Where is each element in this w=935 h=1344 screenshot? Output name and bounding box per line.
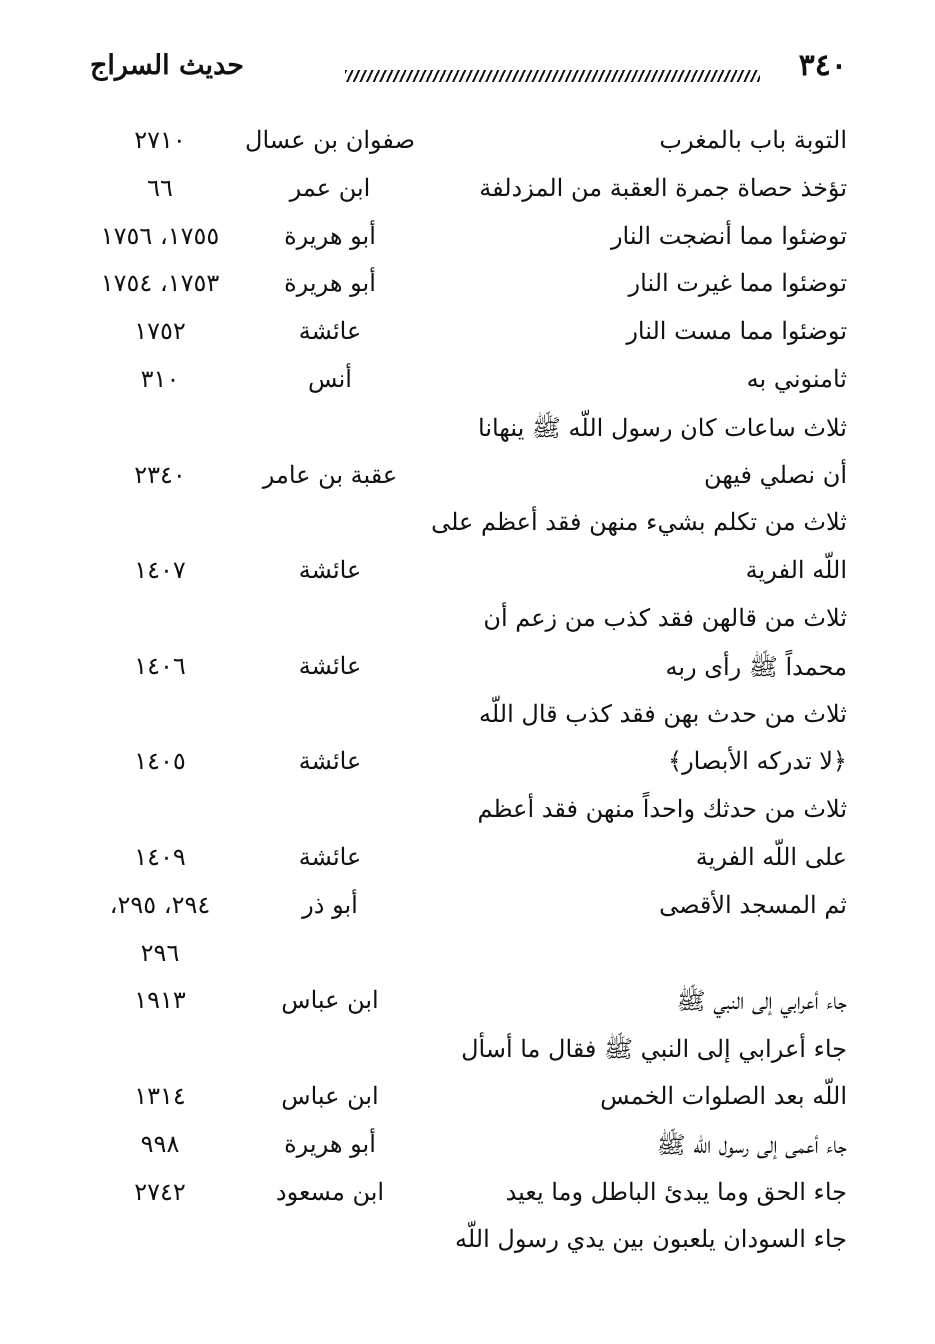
hadith-text: اللّه الفرية [745, 556, 847, 585]
index-row [0, 739, 935, 787]
index-row [0, 500, 935, 548]
reference-number: ١٧٥٣، ١٧٥٤ [100, 269, 220, 298]
hadith-text: ثلاث ساعات كان رسول اللّه ﷺ ينهانا [478, 413, 847, 442]
reference-number: ٢٧٤٢ [134, 1177, 186, 1206]
reference-number: ٣١٠ [140, 364, 180, 393]
reference-number: ٢٣٤٠ [134, 460, 186, 489]
reference-number: ١٧٥٥، ١٧٥٦ [100, 221, 220, 250]
index-row [0, 1170, 935, 1218]
hadith-text: على اللّه الفرية [695, 842, 847, 871]
page-header [0, 48, 935, 98]
reference-number: ٦٦ [147, 173, 173, 202]
reference-number: ١٤٠٥ [134, 747, 186, 776]
reference-number: ١٧٥٢ [134, 317, 186, 346]
reference-number: ١٤٠٦ [134, 651, 186, 680]
narrator-name: ابن عباس [281, 1081, 379, 1110]
index-row [0, 596, 935, 644]
narrator-name: عائشة [298, 651, 362, 680]
index-row [0, 978, 935, 1026]
narrator-name: ابن عباس [281, 986, 379, 1015]
reference-number: ٢٩٤، ٢٩٥، [109, 890, 211, 919]
narrator-name: عائشة [298, 317, 362, 346]
reference-number: ١٣١٤ [134, 1081, 186, 1110]
reference-number: ١٤٠٧ [134, 556, 186, 585]
hadith-text: محمداً ﷺ رأى ربه [665, 652, 847, 681]
reference-number: ٩٩٨ [140, 1129, 180, 1158]
hadith-text: جاء أعرابي إلى النبي ﷺ [676, 987, 847, 1016]
hadith-text: جاء الحق وما يبدئ الباطل وما يعيد [505, 1177, 847, 1206]
hadith-text: أن نصلي فيهن [703, 460, 847, 489]
hadith-text: اللّه بعد الصلوات الخمس [600, 1081, 847, 1110]
narrator-name: أبو هريرة [284, 221, 376, 250]
index-row [0, 931, 935, 979]
index-row [0, 166, 935, 214]
hadith-text: جاء السودان يلعبون بين يدي رسول اللّه [454, 1225, 847, 1254]
hadith-text: ثلاث من تكلم بشيء منهن فقد أعظم على [431, 508, 847, 537]
narrator-name: عائشة [298, 556, 362, 585]
hadith-text: جاء أعمى إلى رسول اللّه ﷺ [656, 1130, 847, 1159]
hadith-text: ثلاث من قالهن فقد كذب من زعم أن [483, 603, 847, 632]
narrator-name: صفوان بن عسال [245, 126, 415, 154]
index-row [0, 405, 935, 453]
hadith-text: جاء أعرابي إلى النبي ﷺ فقال ما أسأل [461, 1035, 847, 1064]
narrator-name: أبو هريرة [284, 1129, 376, 1158]
page-number: ٣٤٠ [798, 48, 847, 83]
narrator-name: أبو هريرة [284, 269, 376, 298]
index-row [0, 357, 935, 405]
hadith-index-list [0, 118, 935, 1265]
narrator-name: عائشة [298, 747, 362, 776]
narrator-name: أبو ذر [302, 890, 358, 919]
hadith-text: ثامنوني به [746, 364, 847, 393]
index-row [0, 1074, 935, 1122]
reference-number: ٢٩٦ [140, 938, 180, 967]
index-row [0, 787, 935, 835]
index-row [0, 453, 935, 501]
hadith-text: ﴿لا تدركه الأبصار﴾ [668, 747, 847, 776]
narrator-name: أنس [308, 364, 352, 393]
hadith-text: التوبة باب بالمغرب [659, 126, 847, 154]
index-row [0, 644, 935, 692]
narrator-name: ابن عمر [289, 173, 371, 202]
index-row [0, 1026, 935, 1074]
index-row [0, 548, 935, 596]
reference-number: ٢٧١٠ [134, 126, 186, 154]
index-row [0, 1217, 935, 1265]
book-title: حديث السراج [90, 50, 244, 81]
narrator-name: عقبة بن عامر [262, 460, 398, 489]
index-row [0, 309, 935, 357]
reference-number: ١٤٠٩ [134, 842, 186, 871]
hadith-text: ثلاث من حدث بهن فقد كذب قال اللّه [478, 699, 847, 728]
hadith-text: توضئوا مما مست النار [626, 317, 847, 346]
index-row [0, 692, 935, 740]
narrator-name: ابن مسعود [275, 1177, 385, 1206]
index-row [0, 118, 935, 166]
hadith-text: ثم المسجد الأقصى [659, 890, 847, 919]
narrator-name: عائشة [298, 842, 362, 871]
index-row [0, 835, 935, 883]
index-row [0, 214, 935, 262]
hadith-text: ثلاث من حدثك واحداً منهن فقد أعظم [477, 795, 847, 824]
index-row [0, 261, 935, 309]
index-row [0, 1122, 935, 1170]
index-row [0, 883, 935, 931]
hadith-text: توضئوا مما غيرت النار [628, 269, 847, 298]
reference-number: ١٩١٣ [134, 986, 186, 1015]
header-rule [345, 70, 760, 82]
hadith-text: تؤخذ حصاة جمرة العقبة من المزدلفة [479, 173, 847, 202]
hadith-text: توضئوا مما أنضجت النار [610, 221, 847, 250]
